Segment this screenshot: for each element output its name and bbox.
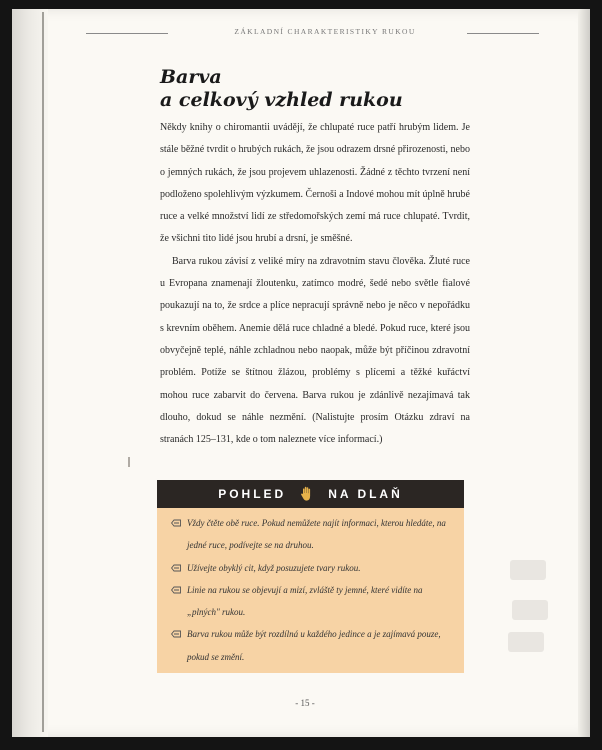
bleed-through-mark	[508, 632, 544, 652]
tip-heading-right: NA DLAŇ	[328, 487, 403, 501]
tip-list	[171, 512, 456, 668]
chapter-title-line-1: Barva	[160, 66, 222, 88]
hand-bullet-icon	[171, 564, 181, 572]
tip-item	[171, 557, 456, 579]
hand-bullet-icon	[171, 586, 181, 594]
header-rule-left	[86, 33, 168, 34]
bleed-through-mark	[512, 600, 548, 620]
paragraph-2: Barva rukou závisí z veliké míry na zdravotním stavu člověka. Žluté ruce u Evropana znamenají žloutenku, zatímco modré, šedé nebo světle fialové poukazují na to, že srdce a plíce nepracují správně nebo je něco v nepořádku s krevním oběhem. Anemie dělá ruce chladné a bledé. Pokud ruce, které jsou obvyčejně teplé, náhle zchladnou nebo naopak, může být příčinou zdravotní problém. Potíže se štítnou žlázou, problémy s plícemi a těžké kuřáctví mohou ruce zabarvit do červena. Barva rukou je zdánlivě nezajímavá tak dlouho, dokud se náhle nezmění. (Nalistujte prosím Otázku zdraví na stranách 125–131, kde o tom naleznete více informací.)	[160, 255, 470, 446]
tip-item-text: Užívejte obyklý cit, když posuzujete tvary rukou.	[187, 562, 361, 573]
header-rule-right	[467, 33, 539, 34]
hand-bullet-icon	[171, 519, 181, 527]
tip-item	[171, 579, 456, 624]
tip-heading-left: POHLED	[218, 487, 287, 501]
paragraph-1: Někdy knihy o chiromantii uvádějí, že chlupaté ruce patří hrubým lidem. Je stále běžné tvrdit o hrubých rukách, že jsou odrazem drsné přirozenosti, nebo o jemných rukách, že jsou projevem uhlazenosti. Žádné z těchto tvrzení není podloženo spolehlivým výzkumem. Černoši a Indové mohou mít úplně hrubé ruce a velké množství lidí ze středomořských zemí má ruce chlupaté. Tvrdit, že všichni tito lidé jsou hrubí a drsní, je směšné.	[160, 122, 470, 245]
tip-box	[157, 480, 464, 673]
tip-item-text: Linie na rukou se objevují a mizí, zvláště ty jemné, které vidíte na „plných" rukou.	[187, 584, 423, 618]
tip-box-header	[157, 480, 464, 508]
tip-item-text: Barva rukou může být rozdílná u každého jedince a je zajímavá pouze, pokud se změní.	[187, 629, 441, 662]
scan-fleck	[128, 457, 130, 467]
bleed-through-mark	[510, 560, 546, 580]
running-header: ZÁKLADNÍ CHARAKTERISTIKY RUKOU	[234, 27, 416, 36]
chapter-title	[160, 66, 490, 112]
chapter-title-line-2: a celkový vzhled rukou	[160, 89, 403, 111]
tip-item	[171, 623, 456, 668]
page-number: - 15 -	[295, 698, 315, 708]
tip-item	[171, 512, 456, 557]
hand-icon	[300, 486, 314, 502]
body-text	[160, 117, 470, 451]
tip-item-text: Vždy čtěte obě ruce. Pokud nemůžete najít informaci, kterou hledáte, na jedné ruce, podívejte se na druhou.	[187, 518, 446, 551]
page-edge-shadow	[578, 9, 590, 737]
hand-bullet-icon	[171, 630, 181, 638]
binding-edge	[42, 12, 44, 732]
